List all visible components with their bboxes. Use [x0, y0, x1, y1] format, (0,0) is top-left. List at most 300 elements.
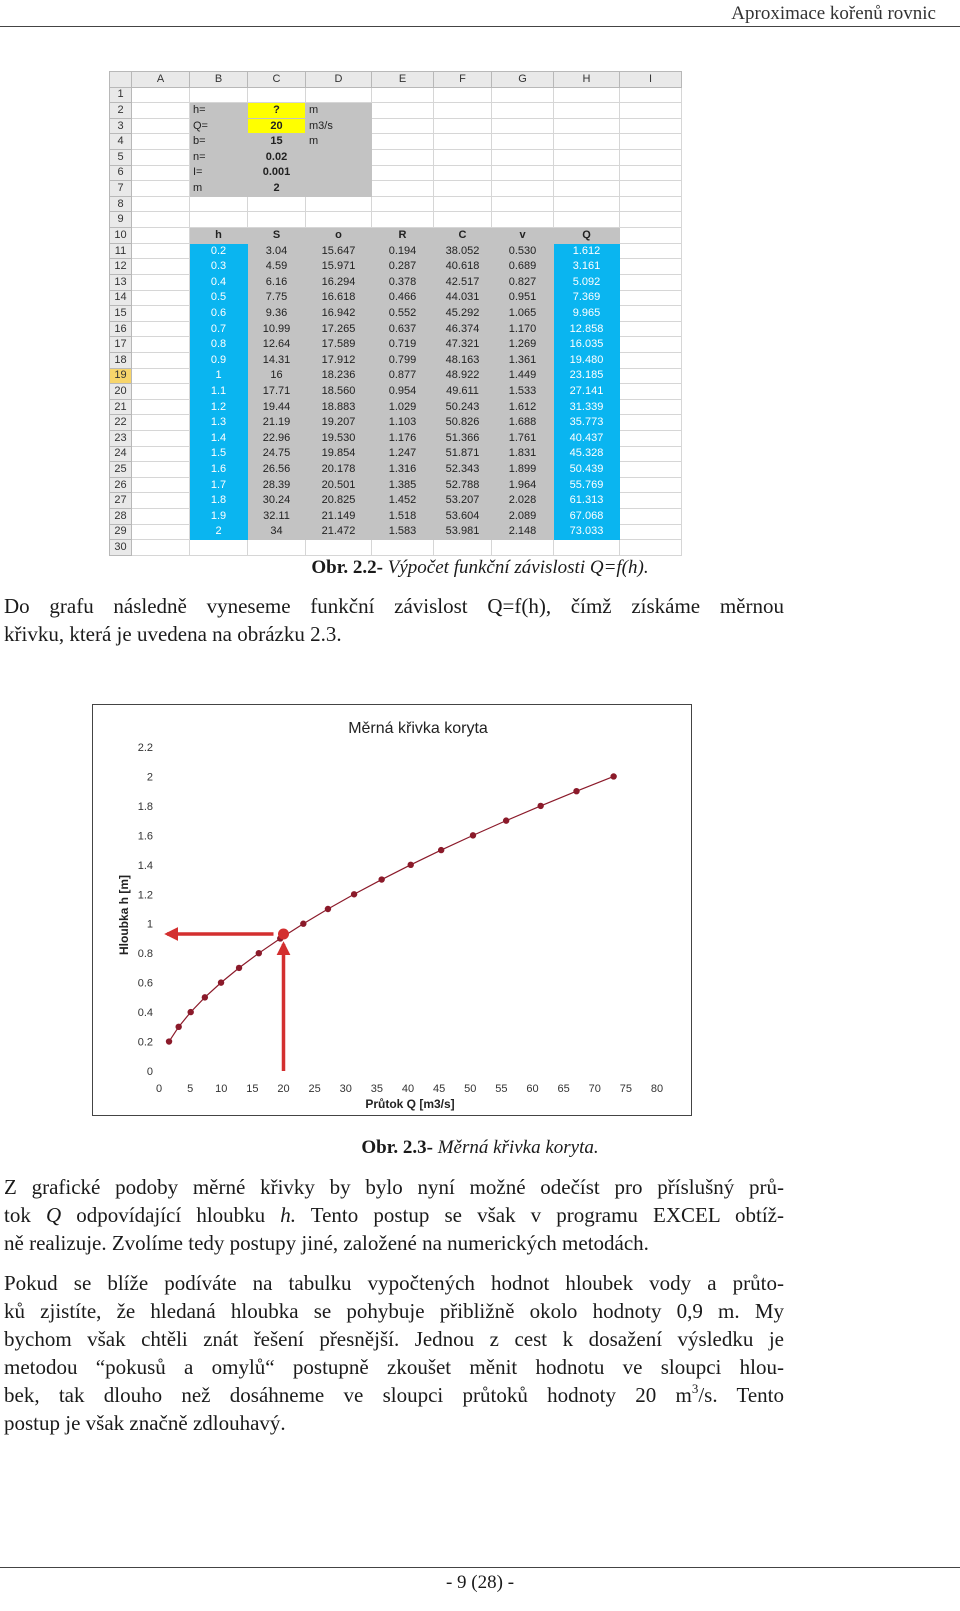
cell[interactable]: [492, 87, 554, 103]
table-data-cell[interactable]: 32.11: [248, 509, 306, 525]
cell[interactable]: [492, 181, 554, 197]
param-value-cell[interactable]: 2: [248, 181, 306, 197]
row-header[interactable]: 3: [110, 118, 132, 134]
table-data-cell[interactable]: 1.964: [492, 477, 554, 493]
column-header[interactable]: D: [306, 72, 372, 88]
cell[interactable]: [132, 446, 190, 462]
table-data-cell[interactable]: 1: [190, 368, 248, 384]
table-data-cell[interactable]: 0.7: [190, 321, 248, 337]
cell[interactable]: [620, 103, 682, 119]
cell[interactable]: [492, 212, 554, 228]
cell[interactable]: [434, 150, 492, 166]
table-data-cell[interactable]: 45.292: [434, 306, 492, 322]
table-data-cell[interactable]: 19.44: [248, 399, 306, 415]
cell[interactable]: [620, 493, 682, 509]
row-header[interactable]: 2: [110, 103, 132, 119]
row-header[interactable]: 11: [110, 243, 132, 259]
cell[interactable]: [132, 399, 190, 415]
table-data-cell[interactable]: 52.788: [434, 477, 492, 493]
table-data-cell[interactable]: 1.612: [492, 399, 554, 415]
cell[interactable]: [132, 150, 190, 166]
table-header-cell[interactable]: C: [434, 228, 492, 244]
column-header[interactable]: B: [190, 72, 248, 88]
table-data-cell[interactable]: 7.369: [554, 290, 620, 306]
table-data-cell[interactable]: 12.64: [248, 337, 306, 353]
table-data-cell[interactable]: 0.877: [372, 368, 434, 384]
table-data-cell[interactable]: 50.826: [434, 415, 492, 431]
cell[interactable]: [306, 540, 372, 556]
cell[interactable]: [434, 118, 492, 134]
row-header[interactable]: 27: [110, 493, 132, 509]
cell[interactable]: [492, 134, 554, 150]
cell[interactable]: [190, 212, 248, 228]
param-value-cell[interactable]: 20: [248, 118, 306, 134]
table-data-cell[interactable]: 55.769: [554, 477, 620, 493]
row-header[interactable]: 20: [110, 384, 132, 400]
table-data-cell[interactable]: 23.185: [554, 368, 620, 384]
table-data-cell[interactable]: 16.942: [306, 306, 372, 322]
table-data-cell[interactable]: 0.827: [492, 274, 554, 290]
param-name-cell[interactable]: Q=: [190, 118, 248, 134]
table-data-cell[interactable]: 17.265: [306, 321, 372, 337]
table-data-cell[interactable]: 22.96: [248, 431, 306, 447]
row-header[interactable]: 13: [110, 274, 132, 290]
row-header[interactable]: 1: [110, 87, 132, 103]
cell[interactable]: [190, 196, 248, 212]
cell[interactable]: [132, 352, 190, 368]
row-header[interactable]: 10: [110, 228, 132, 244]
table-data-cell[interactable]: 49.611: [434, 384, 492, 400]
table-data-cell[interactable]: 16.294: [306, 274, 372, 290]
cell[interactable]: [620, 165, 682, 181]
param-unit-cell[interactable]: m: [306, 103, 372, 119]
cell[interactable]: [492, 150, 554, 166]
cell[interactable]: [620, 181, 682, 197]
row-header[interactable]: 15: [110, 306, 132, 322]
table-data-cell[interactable]: 1.269: [492, 337, 554, 353]
table-data-cell[interactable]: 67.068: [554, 509, 620, 525]
cell[interactable]: [492, 196, 554, 212]
table-data-cell[interactable]: 26.56: [248, 462, 306, 478]
cell[interactable]: [620, 306, 682, 322]
column-header[interactable]: A: [132, 72, 190, 88]
cell[interactable]: [492, 165, 554, 181]
cell[interactable]: [554, 540, 620, 556]
table-header-cell[interactable]: v: [492, 228, 554, 244]
table-data-cell[interactable]: 40.618: [434, 259, 492, 275]
table-data-cell[interactable]: 19.207: [306, 415, 372, 431]
table-data-cell[interactable]: 48.922: [434, 368, 492, 384]
cell[interactable]: [132, 431, 190, 447]
table-data-cell[interactable]: 2.148: [492, 524, 554, 540]
cell[interactable]: [434, 87, 492, 103]
table-data-cell[interactable]: 0.3: [190, 259, 248, 275]
cell[interactable]: [434, 134, 492, 150]
cell[interactable]: [620, 290, 682, 306]
cell[interactable]: [248, 212, 306, 228]
cell[interactable]: [620, 87, 682, 103]
param-name-cell[interactable]: h=: [190, 103, 248, 119]
table-data-cell[interactable]: 20.501: [306, 477, 372, 493]
table-data-cell[interactable]: 9.965: [554, 306, 620, 322]
table-data-cell[interactable]: 1.9: [190, 509, 248, 525]
table-data-cell[interactable]: 18.560: [306, 384, 372, 400]
table-data-cell[interactable]: 3.161: [554, 259, 620, 275]
cell[interactable]: [620, 134, 682, 150]
table-data-cell[interactable]: 1.361: [492, 352, 554, 368]
table-data-cell[interactable]: 30.24: [248, 493, 306, 509]
row-header[interactable]: 18: [110, 352, 132, 368]
table-data-cell[interactable]: 5.092: [554, 274, 620, 290]
table-data-cell[interactable]: 18.236: [306, 368, 372, 384]
table-data-cell[interactable]: 38.052: [434, 243, 492, 259]
cell[interactable]: [434, 540, 492, 556]
cell[interactable]: [620, 368, 682, 384]
table-data-cell[interactable]: 0.637: [372, 321, 434, 337]
table-data-cell[interactable]: 14.31: [248, 352, 306, 368]
table-data-cell[interactable]: 17.71: [248, 384, 306, 400]
cell[interactable]: [306, 87, 372, 103]
table-data-cell[interactable]: 6.16: [248, 274, 306, 290]
table-data-cell[interactable]: 1.247: [372, 446, 434, 462]
cell[interactable]: [620, 337, 682, 353]
table-data-cell[interactable]: 44.031: [434, 290, 492, 306]
cell[interactable]: [190, 540, 248, 556]
cell[interactable]: [434, 165, 492, 181]
cell[interactable]: [372, 181, 434, 197]
table-data-cell[interactable]: 1.533: [492, 384, 554, 400]
table-data-cell[interactable]: 4.59: [248, 259, 306, 275]
table-data-cell[interactable]: 12.858: [554, 321, 620, 337]
cell[interactable]: [132, 306, 190, 322]
cell[interactable]: [132, 384, 190, 400]
table-data-cell[interactable]: 1.065: [492, 306, 554, 322]
table-data-cell[interactable]: 48.163: [434, 352, 492, 368]
row-header[interactable]: 22: [110, 415, 132, 431]
param-name-cell[interactable]: n=: [190, 150, 248, 166]
cell[interactable]: [132, 259, 190, 275]
table-header-cell[interactable]: S: [248, 228, 306, 244]
table-data-cell[interactable]: 2.089: [492, 509, 554, 525]
cell[interactable]: [554, 212, 620, 228]
table-data-cell[interactable]: 20.178: [306, 462, 372, 478]
table-data-cell[interactable]: 1.176: [372, 431, 434, 447]
cell[interactable]: [434, 181, 492, 197]
table-data-cell[interactable]: 61.313: [554, 493, 620, 509]
table-data-cell[interactable]: 0.4: [190, 274, 248, 290]
param-value-cell[interactable]: 15: [248, 134, 306, 150]
table-data-cell[interactable]: 1.5: [190, 446, 248, 462]
row-header[interactable]: 9: [110, 212, 132, 228]
table-data-cell[interactable]: 0.689: [492, 259, 554, 275]
table-data-cell[interactable]: 1.170: [492, 321, 554, 337]
cell[interactable]: [554, 165, 620, 181]
row-header[interactable]: 16: [110, 321, 132, 337]
param-unit-cell[interactable]: m: [306, 134, 372, 150]
table-data-cell[interactable]: 34: [248, 524, 306, 540]
cell[interactable]: [132, 181, 190, 197]
table-data-cell[interactable]: 20.825: [306, 493, 372, 509]
column-header[interactable]: H: [554, 72, 620, 88]
table-data-cell[interactable]: 17.589: [306, 337, 372, 353]
cell[interactable]: [620, 212, 682, 228]
table-data-cell[interactable]: 73.033: [554, 524, 620, 540]
cell[interactable]: [132, 477, 190, 493]
table-data-cell[interactable]: 21.472: [306, 524, 372, 540]
param-unit-cell[interactable]: [306, 150, 372, 166]
table-data-cell[interactable]: 7.75: [248, 290, 306, 306]
table-data-cell[interactable]: 16.618: [306, 290, 372, 306]
table-data-cell[interactable]: 1.449: [492, 368, 554, 384]
cell[interactable]: [554, 196, 620, 212]
cell[interactable]: [132, 290, 190, 306]
table-data-cell[interactable]: 50.439: [554, 462, 620, 478]
cell[interactable]: [554, 103, 620, 119]
row-header[interactable]: 28: [110, 509, 132, 525]
table-data-cell[interactable]: 16.035: [554, 337, 620, 353]
table-data-cell[interactable]: 3.04: [248, 243, 306, 259]
table-data-cell[interactable]: 46.374: [434, 321, 492, 337]
cell[interactable]: [248, 87, 306, 103]
table-data-cell[interactable]: 51.366: [434, 431, 492, 447]
cell[interactable]: [190, 87, 248, 103]
cell[interactable]: [132, 493, 190, 509]
table-data-cell[interactable]: 51.871: [434, 446, 492, 462]
table-data-cell[interactable]: 53.981: [434, 524, 492, 540]
table-data-cell[interactable]: 0.378: [372, 274, 434, 290]
table-data-cell[interactable]: 0.287: [372, 259, 434, 275]
cell[interactable]: [132, 540, 190, 556]
table-data-cell[interactable]: 19.480: [554, 352, 620, 368]
table-data-cell[interactable]: 24.75: [248, 446, 306, 462]
cell[interactable]: [132, 415, 190, 431]
column-header[interactable]: F: [434, 72, 492, 88]
table-data-cell[interactable]: 1.8: [190, 493, 248, 509]
table-data-cell[interactable]: 0.951: [492, 290, 554, 306]
cell[interactable]: [554, 181, 620, 197]
cell[interactable]: [620, 243, 682, 259]
cell[interactable]: [132, 118, 190, 134]
table-data-cell[interactable]: 1.518: [372, 509, 434, 525]
cell[interactable]: [132, 368, 190, 384]
cell[interactable]: [620, 431, 682, 447]
param-name-cell[interactable]: b=: [190, 134, 248, 150]
cell[interactable]: [132, 212, 190, 228]
row-header[interactable]: 21: [110, 399, 132, 415]
cell[interactable]: [132, 337, 190, 353]
table-data-cell[interactable]: 0.530: [492, 243, 554, 259]
row-header[interactable]: 7: [110, 181, 132, 197]
cell[interactable]: [554, 134, 620, 150]
cell[interactable]: [620, 477, 682, 493]
table-data-cell[interactable]: 17.912: [306, 352, 372, 368]
cell[interactable]: [434, 103, 492, 119]
table-data-cell[interactable]: 21.149: [306, 509, 372, 525]
table-data-cell[interactable]: 0.6: [190, 306, 248, 322]
table-data-cell[interactable]: 0.719: [372, 337, 434, 353]
table-data-cell[interactable]: 1.831: [492, 446, 554, 462]
cell[interactable]: [132, 228, 190, 244]
table-data-cell[interactable]: 19.530: [306, 431, 372, 447]
cell[interactable]: [492, 540, 554, 556]
cell[interactable]: [306, 212, 372, 228]
table-header-cell[interactable]: h: [190, 228, 248, 244]
row-header[interactable]: 14: [110, 290, 132, 306]
cell[interactable]: [620, 228, 682, 244]
cell[interactable]: [372, 540, 434, 556]
table-data-cell[interactable]: 15.647: [306, 243, 372, 259]
table-header-cell[interactable]: o: [306, 228, 372, 244]
cell[interactable]: [620, 399, 682, 415]
cell[interactable]: [132, 103, 190, 119]
table-data-cell[interactable]: 1.1: [190, 384, 248, 400]
table-data-cell[interactable]: 1.385: [372, 477, 434, 493]
table-data-cell[interactable]: 0.5: [190, 290, 248, 306]
table-data-cell[interactable]: 40.437: [554, 431, 620, 447]
table-data-cell[interactable]: 1.899: [492, 462, 554, 478]
select-all-corner[interactable]: [110, 72, 132, 88]
cell[interactable]: [372, 212, 434, 228]
table-data-cell[interactable]: 1.6: [190, 462, 248, 478]
row-header[interactable]: 6: [110, 165, 132, 181]
table-data-cell[interactable]: 1.7: [190, 477, 248, 493]
table-data-cell[interactable]: 0.799: [372, 352, 434, 368]
cell[interactable]: [620, 415, 682, 431]
table-data-cell[interactable]: 10.99: [248, 321, 306, 337]
table-data-cell[interactable]: 53.604: [434, 509, 492, 525]
table-data-cell[interactable]: 28.39: [248, 477, 306, 493]
cell[interactable]: [132, 196, 190, 212]
table-data-cell[interactable]: 1.3: [190, 415, 248, 431]
cell[interactable]: [132, 321, 190, 337]
table-data-cell[interactable]: 0.8: [190, 337, 248, 353]
cell[interactable]: [132, 87, 190, 103]
table-data-cell[interactable]: 31.339: [554, 399, 620, 415]
table-data-cell[interactable]: 9.36: [248, 306, 306, 322]
row-header[interactable]: 30: [110, 540, 132, 556]
row-header[interactable]: 25: [110, 462, 132, 478]
cell[interactable]: [372, 134, 434, 150]
cell[interactable]: [620, 462, 682, 478]
cell[interactable]: [434, 196, 492, 212]
cell[interactable]: [132, 134, 190, 150]
cell[interactable]: [248, 196, 306, 212]
cell[interactable]: [372, 165, 434, 181]
param-unit-cell[interactable]: [306, 165, 372, 181]
table-data-cell[interactable]: 35.773: [554, 415, 620, 431]
table-data-cell[interactable]: 52.343: [434, 462, 492, 478]
table-header-cell[interactable]: Q: [554, 228, 620, 244]
table-data-cell[interactable]: 15.971: [306, 259, 372, 275]
cell[interactable]: [492, 118, 554, 134]
cell[interactable]: [372, 196, 434, 212]
cell[interactable]: [492, 103, 554, 119]
table-data-cell[interactable]: 1.029: [372, 399, 434, 415]
table-header-cell[interactable]: R: [372, 228, 434, 244]
cell[interactable]: [620, 446, 682, 462]
table-data-cell[interactable]: 0.552: [372, 306, 434, 322]
cell[interactable]: [554, 150, 620, 166]
param-name-cell[interactable]: m: [190, 181, 248, 197]
cell[interactable]: [434, 212, 492, 228]
column-header[interactable]: C: [248, 72, 306, 88]
cell[interactable]: [620, 524, 682, 540]
table-data-cell[interactable]: 1.4: [190, 431, 248, 447]
table-data-cell[interactable]: 1.103: [372, 415, 434, 431]
cell[interactable]: [132, 274, 190, 290]
param-value-cell[interactable]: ?: [248, 103, 306, 119]
table-data-cell[interactable]: 1.761: [492, 431, 554, 447]
row-header[interactable]: 19: [110, 368, 132, 384]
cell[interactable]: [620, 118, 682, 134]
table-data-cell[interactable]: 0.466: [372, 290, 434, 306]
table-data-cell[interactable]: 0.9: [190, 352, 248, 368]
table-data-cell[interactable]: 19.854: [306, 446, 372, 462]
row-header[interactable]: 29: [110, 524, 132, 540]
cell[interactable]: [132, 165, 190, 181]
table-data-cell[interactable]: 21.19: [248, 415, 306, 431]
cell[interactable]: [620, 150, 682, 166]
cell[interactable]: [372, 103, 434, 119]
table-data-cell[interactable]: 1.612: [554, 243, 620, 259]
row-header[interactable]: 23: [110, 431, 132, 447]
cell[interactable]: [554, 87, 620, 103]
cell[interactable]: [132, 524, 190, 540]
cell[interactable]: [620, 384, 682, 400]
cell[interactable]: [372, 118, 434, 134]
cell[interactable]: [620, 321, 682, 337]
table-data-cell[interactable]: 2: [190, 524, 248, 540]
cell[interactable]: [372, 150, 434, 166]
table-data-cell[interactable]: 50.243: [434, 399, 492, 415]
cell[interactable]: [620, 352, 682, 368]
row-header[interactable]: 4: [110, 134, 132, 150]
table-data-cell[interactable]: 1.2: [190, 399, 248, 415]
cell[interactable]: [132, 462, 190, 478]
cell[interactable]: [132, 243, 190, 259]
cell[interactable]: [620, 509, 682, 525]
cell[interactable]: [306, 196, 372, 212]
table-data-cell[interactable]: 27.141: [554, 384, 620, 400]
table-data-cell[interactable]: 42.517: [434, 274, 492, 290]
table-data-cell[interactable]: 47.321: [434, 337, 492, 353]
table-data-cell[interactable]: 45.328: [554, 446, 620, 462]
param-name-cell[interactable]: I=: [190, 165, 248, 181]
cell[interactable]: [372, 87, 434, 103]
table-data-cell[interactable]: 1.583: [372, 524, 434, 540]
cell[interactable]: [620, 259, 682, 275]
param-value-cell[interactable]: 0.02: [248, 150, 306, 166]
row-header[interactable]: 26: [110, 477, 132, 493]
table-data-cell[interactable]: 1.688: [492, 415, 554, 431]
table-data-cell[interactable]: 0.954: [372, 384, 434, 400]
table-data-cell[interactable]: 0.2: [190, 243, 248, 259]
table-data-cell[interactable]: 2.028: [492, 493, 554, 509]
cell[interactable]: [248, 540, 306, 556]
cell[interactable]: [554, 118, 620, 134]
table-data-cell[interactable]: 0.194: [372, 243, 434, 259]
table-data-cell[interactable]: 1.452: [372, 493, 434, 509]
column-header[interactable]: G: [492, 72, 554, 88]
table-data-cell[interactable]: 16: [248, 368, 306, 384]
row-header[interactable]: 24: [110, 446, 132, 462]
cell[interactable]: [132, 509, 190, 525]
param-unit-cell[interactable]: m3/s: [306, 118, 372, 134]
table-data-cell[interactable]: 1.316: [372, 462, 434, 478]
cell[interactable]: [620, 540, 682, 556]
param-value-cell[interactable]: 0.001: [248, 165, 306, 181]
table-data-cell[interactable]: 53.207: [434, 493, 492, 509]
